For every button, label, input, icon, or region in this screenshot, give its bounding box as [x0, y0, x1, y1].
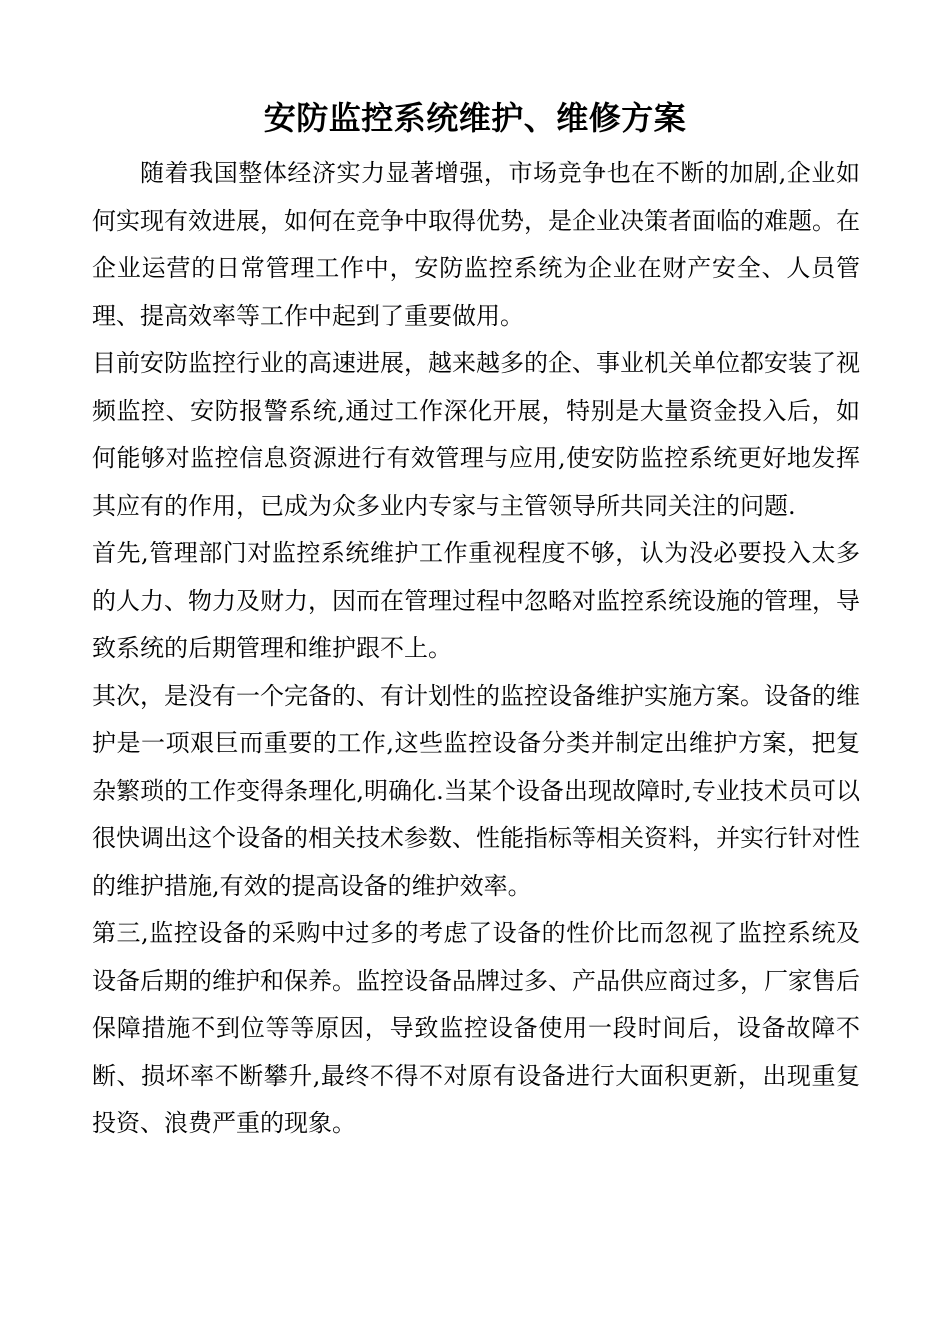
paragraph-intro: 随着我国整体经济实力显著增强，市场竞争也在不断的加剧,企业如何实现有效进展，如何在竞争中取得优势，是企业决策者面临的难题。在企业运营的日常管理工作中，安防监控系统为企业在财产安全、人员管理、提高效率等工作中起到了重要做用。 [92, 159, 860, 330]
document-title: 安防监控系统维护、维修方案 [263, 99, 687, 137]
paragraph-second-issue: 其次，是没有一个完备的、有计划性的监控设备维护实施方案。设备的维护是一项艰巨而重要的工作,这些监控设备分类并制定出维护方案，把复杂繁琐的工作变得条理化,明确化.当某个设备出现故障时,专业技术员可以很快调出这个设备的相关技术参数、性能指标等相关资料，并实行针对性的维护措施,有效的提高设备的维护效率。 [92, 681, 860, 900]
paragraph-third-issue: 第三,监控设备的采购中过多的考虑了设备的性价比而忽视了监控系统及设备后期的维护和保养。监控设备品牌过多、产品供应商过多，厂家售后保障措施不到位等等原因，导致监控设备使用一段时间后，设备故障不断、损坏率不断攀升,最终不得不对原有设备进行大面积更新，出现重复投资、浪费严重的现象。 [92, 919, 860, 1137]
paragraph-first-issue: 首先,管理部门对监控系统维护工作重视程度不够，认为没必要投入太多的人力、物力及财力，因而在管理过程中忽略对监控系统设施的管理，导致系统的后期管理和维护跟不上。 [92, 539, 860, 662]
document-body [92, 150, 860, 1148]
paragraph-industry-status: 目前安防监控行业的高速进展，越来越多的企、事业机关单位都安装了视频监控、安防报警系统,通过工作深化开展，特别是大量资金投入后，如何能够对监控信息资源进行有效管理与应用,使安防监控系统更好地发挥其应有的作用，已成为众多业内专家与主管领导所共同关注的问题. [92, 349, 860, 520]
